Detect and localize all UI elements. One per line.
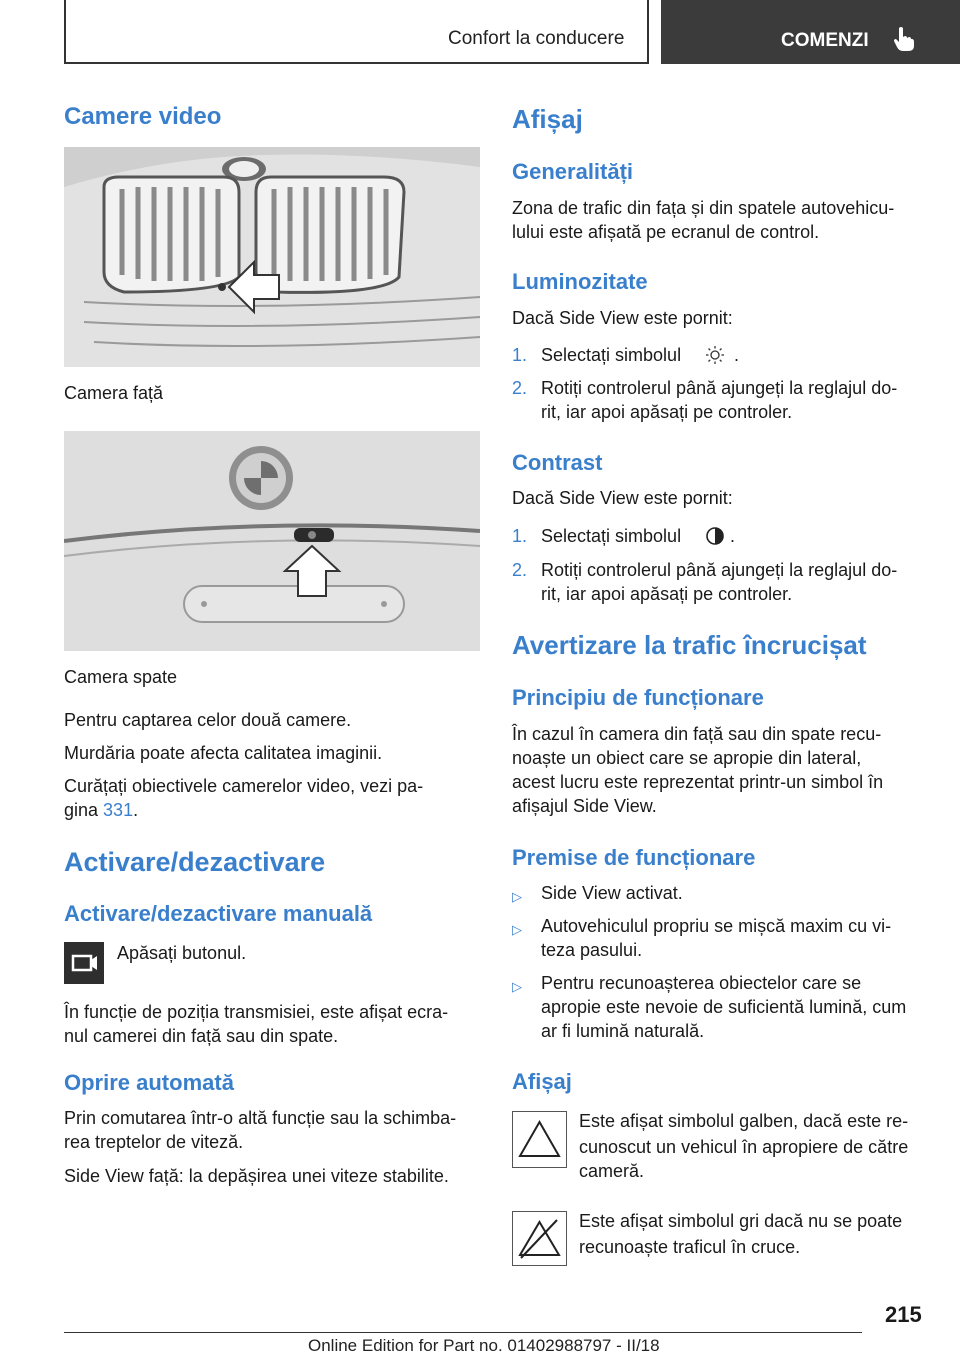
subtitle-premises: Premise de funcționare bbox=[512, 845, 756, 870]
triangle-bullet-icon: ▷ bbox=[512, 922, 522, 937]
list-item: ▷ Pentru recunoașterea obiectelor care se apropie este nevoie de suficientă lumină, cum ar fi lumină naturală. bbox=[512, 973, 907, 1041]
brightness-condition: Dacă Side View este pornit: bbox=[512, 308, 733, 328]
paragraph-clean-line2: gina 331. bbox=[64, 800, 139, 820]
front-camera-caption: Camera față bbox=[64, 383, 164, 403]
page-link-331[interactable]: 331 bbox=[103, 800, 134, 820]
side-view-speed: Side View față: la depășirea unei viteze stabilite. bbox=[64, 1166, 449, 1186]
section-title-camere-video: Camere video bbox=[64, 103, 222, 130]
tab-comenzi[interactable] bbox=[661, 0, 960, 64]
principle-line2: noaște un obiect care se apropie din lateral, bbox=[512, 748, 862, 768]
subtitle-display: Afișaj bbox=[512, 1069, 572, 1094]
contrast-step-1: 1. Selectați simbolul . bbox=[512, 526, 736, 546]
principle-line1: În cazul în camera din față sau din spate recu‐ bbox=[512, 724, 882, 744]
auto-line2: rea treptelor de viteză. bbox=[64, 1132, 244, 1152]
header-section-title: Confort la conducere bbox=[448, 28, 625, 49]
symbol1-line2: cunoscut un vehicul în apropiere de către bbox=[579, 1137, 909, 1157]
list-item: ▷ Side View activat. bbox=[512, 881, 932, 905]
warning-triangle-icon bbox=[512, 1111, 567, 1168]
symbol2-line1: Este afișat simbolul gri dacă nu se poate bbox=[579, 1211, 903, 1231]
paragraph-clean-line1: Curățați obiectivele camerelor video, vezi pa‐ bbox=[64, 776, 424, 796]
subtitle-auto-off: Oprire automată bbox=[64, 1070, 234, 1095]
front-camera-image bbox=[64, 147, 480, 367]
page-number: 215 bbox=[885, 1302, 922, 1327]
footer-divider bbox=[64, 1332, 862, 1333]
section-title-cross-traffic: Avertizare la trafic încrucișat bbox=[512, 630, 867, 660]
brightness-step-2: 2. Rotiți controlerul până ajungeți la reglajul do‐ rit, iar apoi apăsați pe controler. bbox=[512, 378, 898, 422]
subtitle-principle: Principiu de funcționare bbox=[512, 685, 764, 710]
contrast-icon bbox=[705, 526, 725, 546]
subtitle-general: Generalități bbox=[512, 159, 634, 184]
rear-camera-illustration bbox=[64, 431, 480, 651]
rear-camera-image bbox=[64, 431, 480, 651]
rear-camera-caption: Camera spate bbox=[64, 667, 178, 687]
symbol1-line1: Este afișat simbolul galben, dacă este re‐ bbox=[579, 1111, 909, 1131]
subtitle-contrast: Contrast bbox=[512, 450, 603, 475]
hand-pointer-icon bbox=[893, 26, 915, 52]
triangle-bullet-icon: ▷ bbox=[512, 979, 522, 994]
function-line2: nul camerei din față sau din spate. bbox=[64, 1026, 339, 1046]
section-title-activare: Activare/dezactivare bbox=[64, 847, 326, 877]
principle-line3: acest lucru este reprezentat printr-un simbol în bbox=[512, 772, 884, 792]
symbol1-line3: cameră. bbox=[579, 1161, 645, 1181]
subtitle-manual: Activare/dezactivare manuală bbox=[64, 901, 373, 926]
paragraph-dirt: Murdăria poate afecta calitatea imaginii. bbox=[64, 743, 383, 763]
camera-button-icon bbox=[64, 942, 104, 984]
auto-line1: Prin comutarea într-o altă funcție sau la schimba‐ bbox=[64, 1108, 457, 1128]
function-line1: În funcție de poziția transmisiei, este afișat ecra‐ bbox=[64, 1002, 449, 1022]
list-item: ▷ Autovehiculul propriu se mișcă maxim cu vi‐ teza pasului. bbox=[512, 916, 892, 960]
triangle-bullet-icon: ▷ bbox=[512, 889, 522, 904]
press-button-text: Apăsați butonul. bbox=[117, 943, 247, 963]
symbol2-line2: recunoaște traficul în cruce. bbox=[579, 1237, 801, 1257]
subtitle-brightness: Luminozitate bbox=[512, 269, 648, 294]
section-title-afisaj: Afișaj bbox=[512, 104, 583, 134]
front-grille-illustration bbox=[64, 147, 480, 367]
general-line2: lului este afișată pe ecranul de control. bbox=[512, 222, 820, 242]
contrast-condition: Dacă Side View este pornit: bbox=[512, 488, 733, 508]
paragraph-capture: Pentru captarea celor două camere. bbox=[64, 710, 352, 730]
brightness-step-1: 1. Selectați simbolul . bbox=[512, 345, 740, 365]
principle-line4: afișajul Side View. bbox=[512, 796, 657, 816]
brightness-sun-icon bbox=[705, 345, 725, 365]
general-line1: Zona de trafic din fața și din spatele autovehicu‐ bbox=[512, 198, 895, 218]
footer-edition: Online Edition for Part no. 01402988797 - II/18 bbox=[308, 1336, 660, 1355]
tab-label: COMENZI bbox=[781, 30, 869, 51]
camera-symbol-icon bbox=[64, 942, 104, 984]
contrast-step-2: 2. Rotiți controlerul până ajungeți la reglajul do‐ rit, iar apoi apăsați pe controler. bbox=[512, 560, 898, 604]
crossed-warning-triangle-icon bbox=[512, 1211, 567, 1266]
